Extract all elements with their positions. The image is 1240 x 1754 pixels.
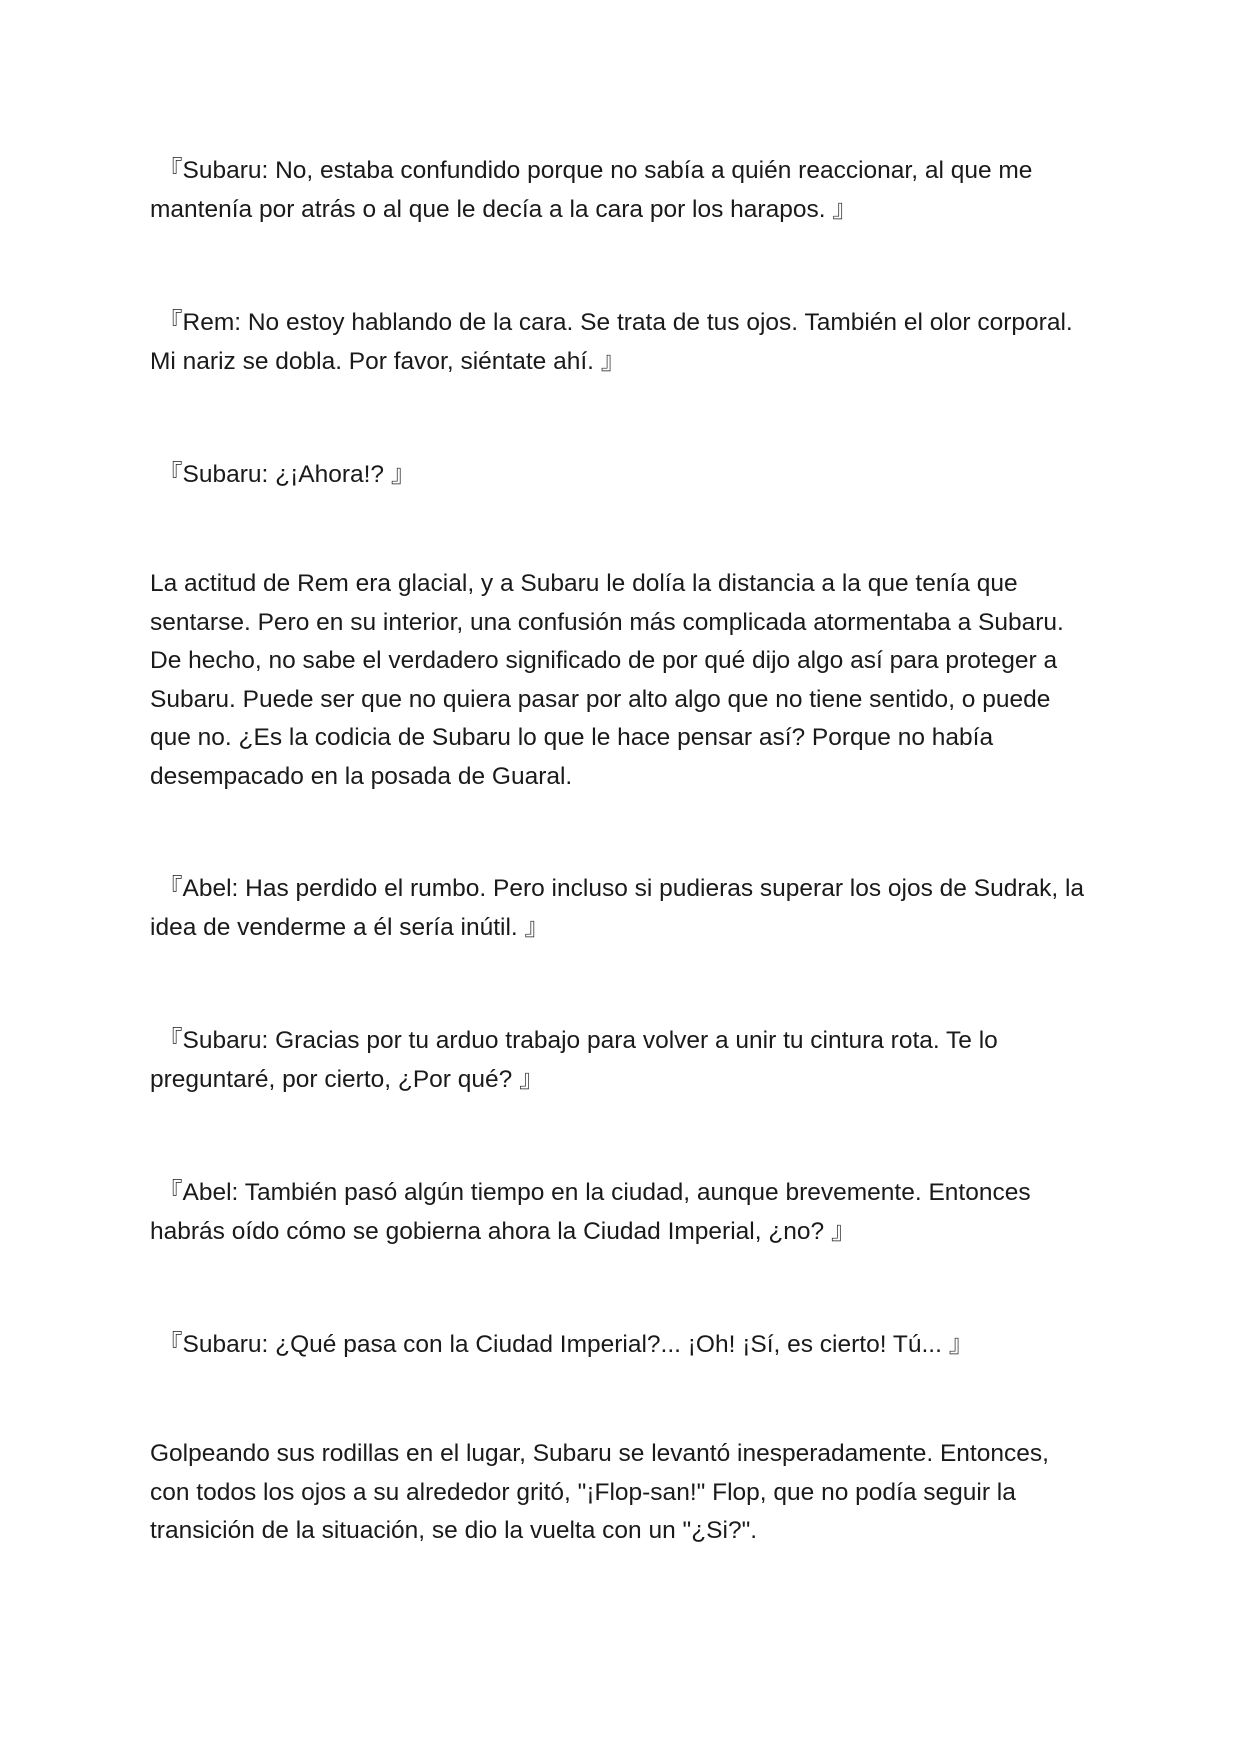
dialogue-abel-1: 『Abel: Has perdido el rumbo. Pero incluso si pudieras superar los ojos de Sudrak, la idea de venderme a él sería inútil. 』 bbox=[150, 875, 1085, 941]
dialogue-subaru-4: 『Subaru: ¿Qué pasa con la Ciudad Imperial?... ¡Oh! ¡Sí, es cierto! Tú... 』 bbox=[158, 1331, 974, 1358]
dialogue-subaru-1: 『Subaru: No, estaba confundido porque no sabía a quién reaccionar, al que me mantenía por atrás o al que le decía a la cara por los harapos. 』 bbox=[150, 157, 1033, 223]
narration-paragraph-2: Golpeando sus rodillas en el lugar, Subaru se levantó inesperadamente. Entonces, con todos los ojos a su alrededor gritó, "¡Flop-san!" Flop, que no podía seguir la transición de la situación, se dio la vuelta con un "¿Si?". bbox=[150, 1440, 1049, 1544]
narration-paragraph-1: La actitud de Rem era glacial, y a Subaru le dolía la distancia a la que tenía que sentarse. Pero en su interior, una confusión más complicada atormentaba a Subaru. De hecho, no sabe el verdadero significado de por qué dijo algo así para proteger a Subaru. Puede ser que no quiera pasar por alto algo que no tiene sentido, o puede que no. ¿Es la codicia de Subaru lo que le hace pensar así? Porque no había desempacado en la posada de Guaral. bbox=[150, 570, 1064, 790]
dialogue-subaru-3: 『Subaru: Gracias por tu arduo trabajo para volver a unir tu cintura rota. Te lo preguntaré, por cierto, ¿Por qué? 』 bbox=[150, 1027, 998, 1093]
dialogue-rem-1: 『Rem: No estoy hablando de la cara. Se trata de tus ojos. También el olor corporal. Mi nariz se dobla. Por favor, siéntate ahí. 』 bbox=[150, 309, 1073, 375]
dialogue-abel-2: 『Abel: También pasó algún tiempo en la ciudad, aunque brevemente. Entonces habrás oído cómo se gobierna ahora la Ciudad Imperial, ¿no? 』 bbox=[150, 1179, 1031, 1245]
dialogue-subaru-2: 『Subaru: ¿¡Ahora!? 』 bbox=[158, 461, 416, 488]
